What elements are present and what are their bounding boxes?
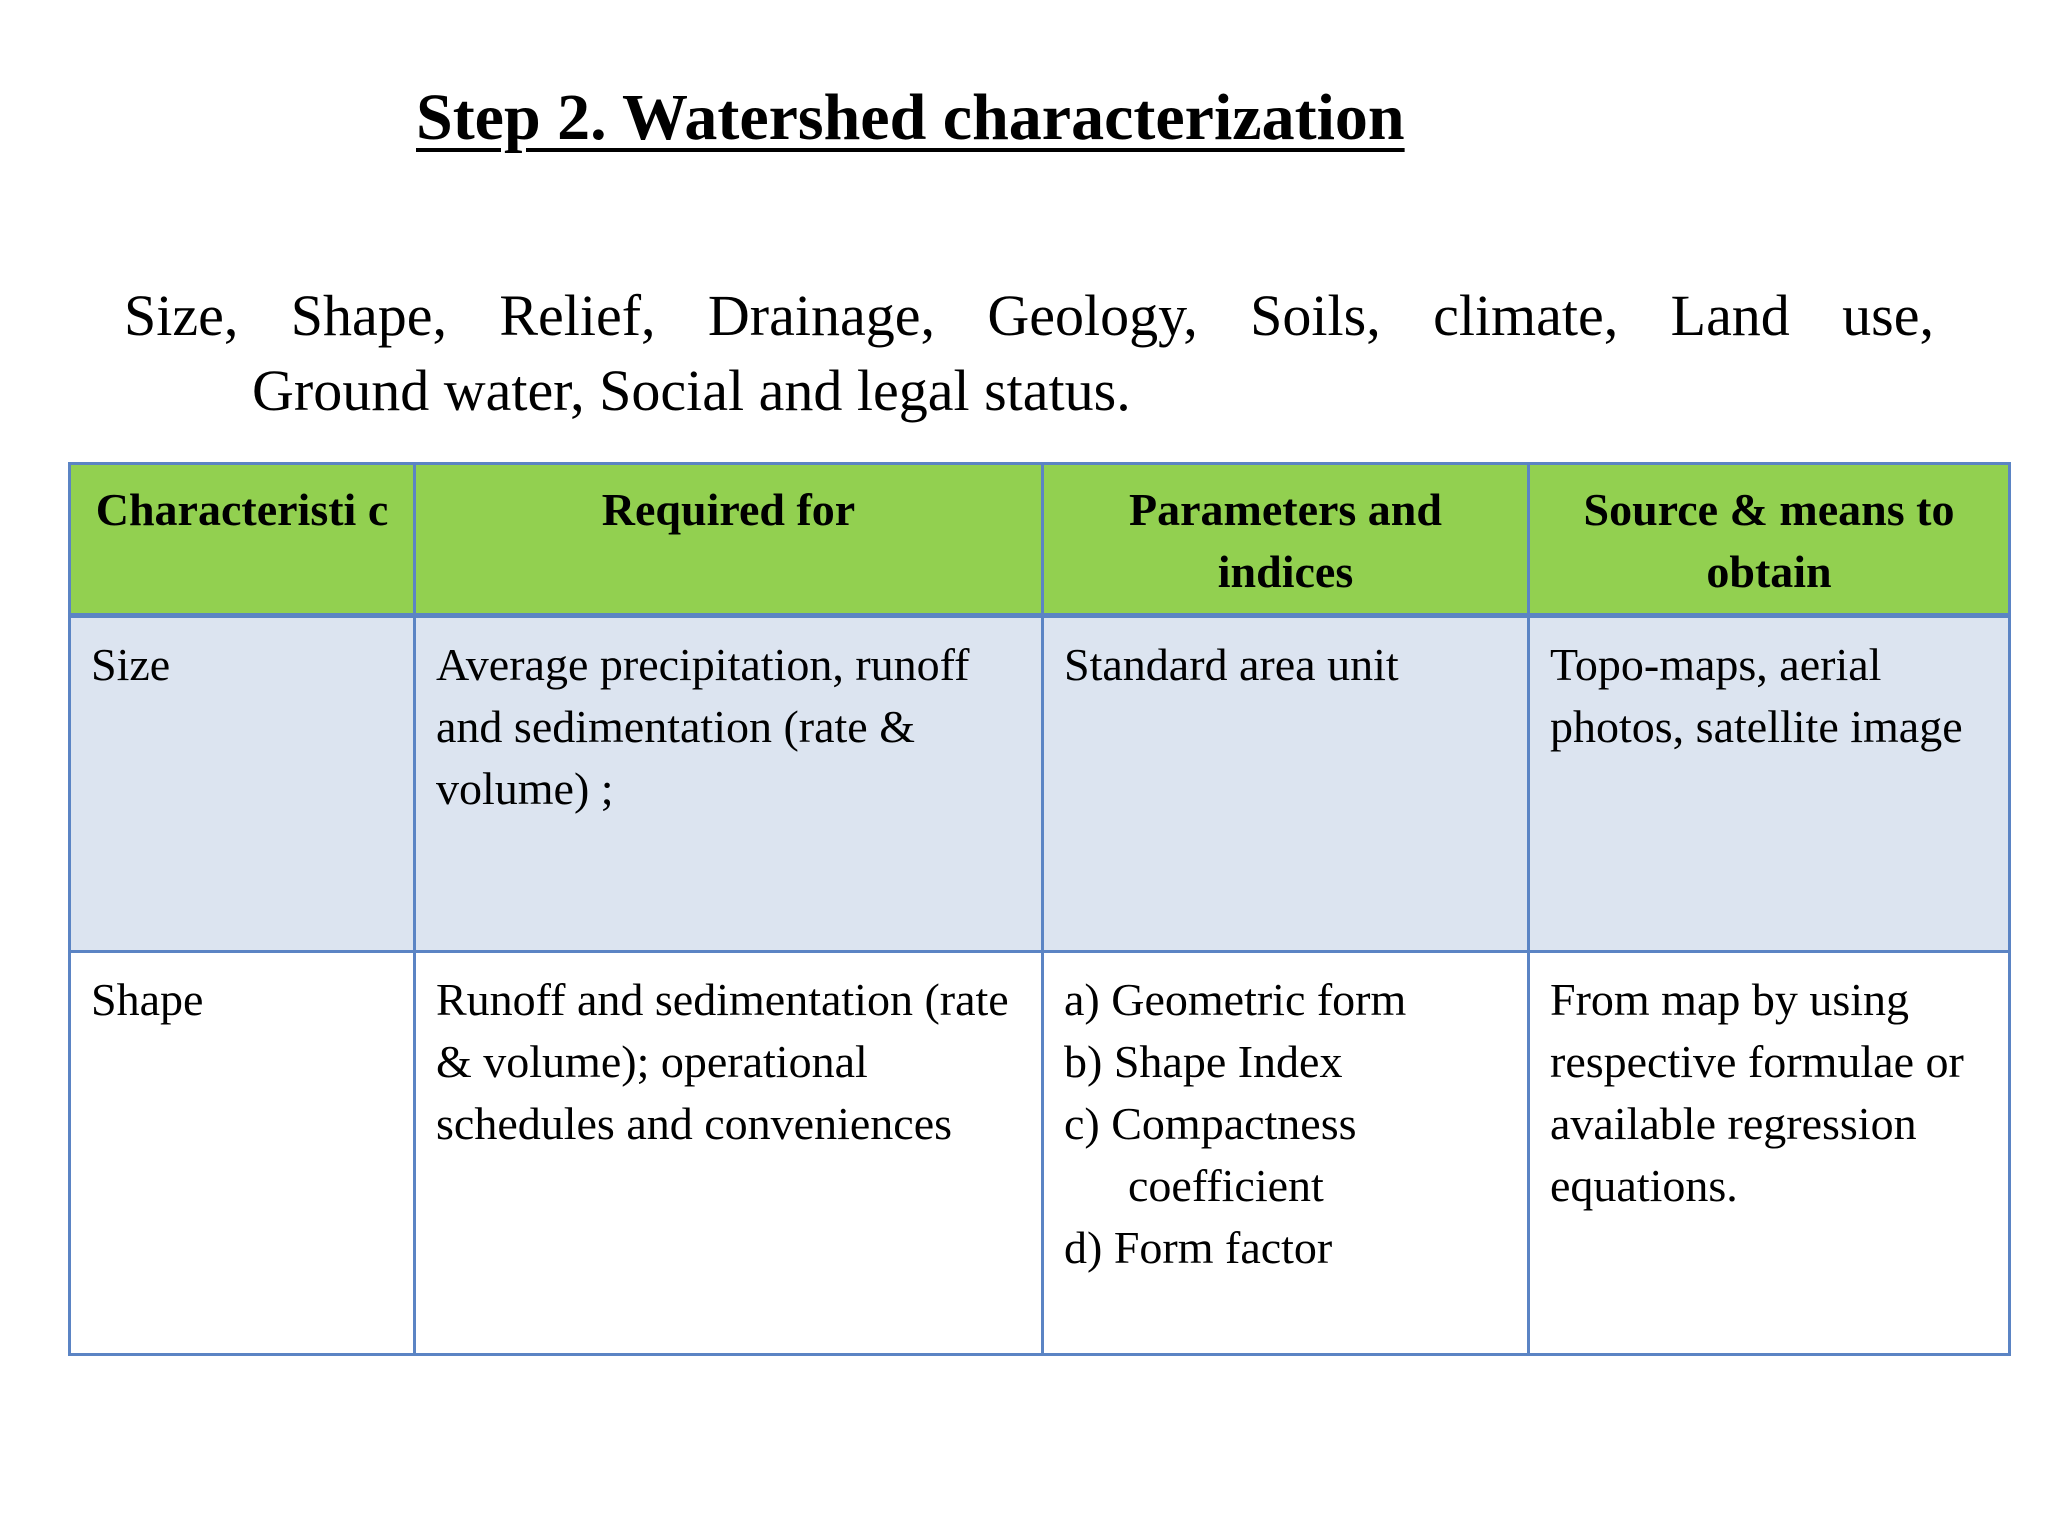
parameter-item-continuation: coefficient [1128,1160,1324,1211]
parameter-item: d) Form factor [1064,1222,1333,1273]
header-required-for: Required for [415,464,1043,616]
intro-line-2: Ground water, Social and legal status. [252,358,1131,423]
table-row [70,952,2010,1355]
intro-line-1: Size, Shape, Relief, Drainage, Geology, Soils, climate, Land use, [124,283,1934,348]
table-header-row [70,464,2010,616]
cell-required-for: Average precipitation, runoff and sedimentation (rate & volume) ; [415,616,1043,952]
characterization-table [68,462,2011,1356]
parameter-item: b) Shape Index [1064,1036,1343,1087]
cell-parameters [1043,616,1529,952]
cell-source: From map by using respective formulae or available regression equations. [1529,952,2010,1355]
header-characteristic: Characteristi c [70,464,415,616]
parameter-item: Standard area unit [1064,639,1399,690]
parameter-item: a) Geometric form [1064,974,1407,1025]
table-row [70,616,2010,952]
parameter-item: c) Compactness [1064,1098,1357,1149]
cell-source: Topo-maps, aerial photos, satellite image [1529,616,2010,952]
header-source: Source & means to obtain [1529,464,2010,616]
cell-characteristic: Size [70,616,415,952]
intro-text [124,278,1934,428]
header-parameters: Parameters and indices [1043,464,1529,616]
page-title: Step 2. Watershed characterization [416,81,1405,154]
cell-characteristic: Shape [70,952,415,1355]
cell-required-for: Runoff and sedimentation (rate & volume); operational schedules and conveniences [415,952,1043,1355]
cell-parameters [1043,952,1529,1355]
